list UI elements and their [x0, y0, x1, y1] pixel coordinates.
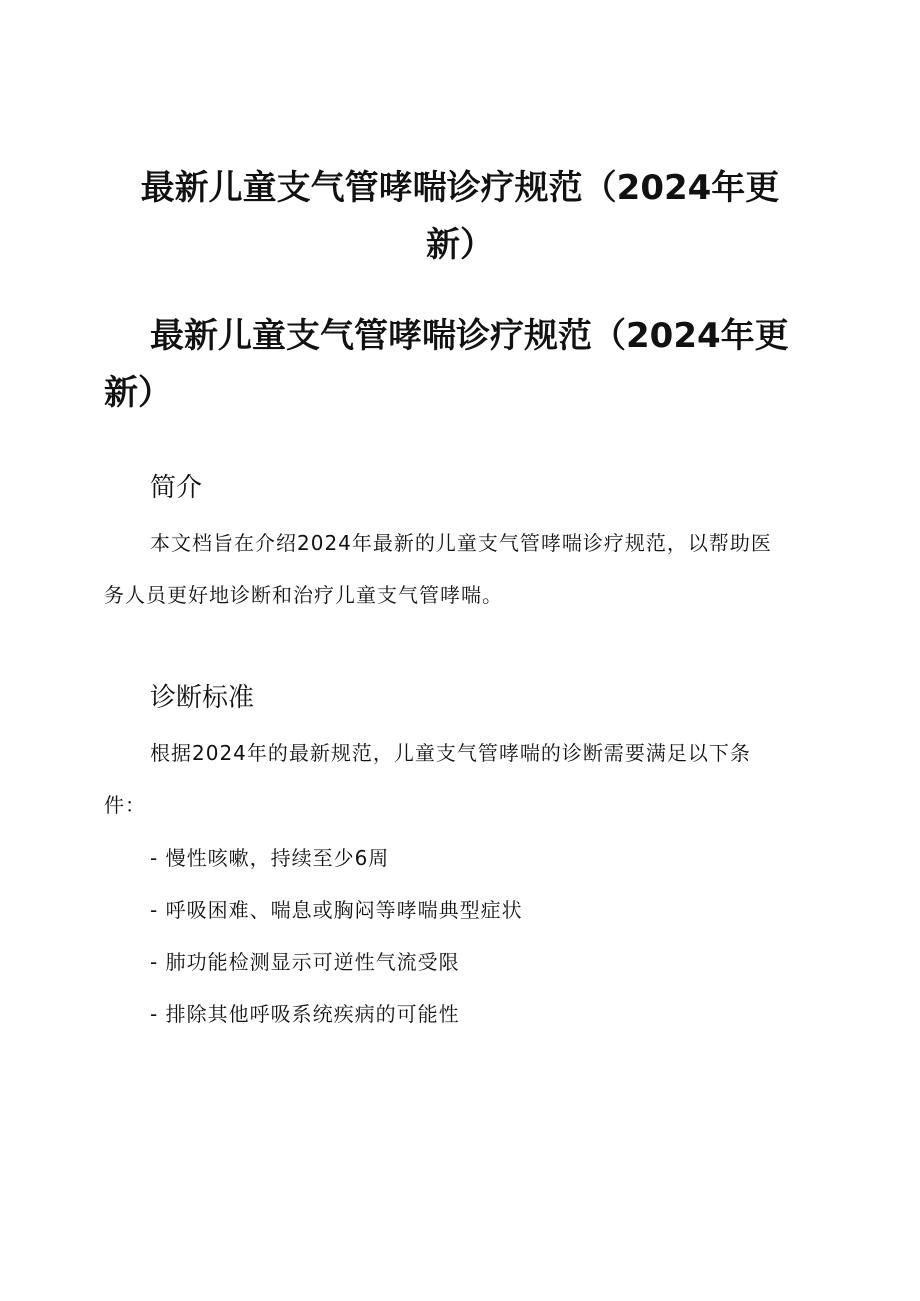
diagnosis-criteria-list	[150, 832, 523, 1040]
list-item: - 慢性咳嗽，持续至少6周	[150, 846, 390, 870]
document-title: 最新儿童支气管哮喘诊疗规范（2024年更新）	[140, 168, 780, 265]
section-body-intro: 本文档旨在介绍2024年最新的儿童支气管哮喘诊疗规范，以帮助医务人员更好地诊断和治疗儿童支气管哮喘。	[104, 531, 772, 607]
section-body-diagnosis: 根据2024年的最新规范，儿童支气管哮喘的诊断需要满足以下条件：	[104, 741, 751, 817]
list-item: - 肺功能检测显示可逆性气流受限	[150, 950, 460, 974]
document-subtitle: 最新儿童支气管哮喘诊疗规范（2024年更新）	[104, 316, 789, 413]
section-heading-intro: 简介	[150, 473, 203, 503]
list-item: - 呼吸困难、喘息或胸闷等哮喘典型症状	[150, 898, 523, 922]
section-heading-diagnosis: 诊断标准	[150, 683, 255, 713]
list-item: - 排除其他呼吸系统疾病的可能性	[150, 1002, 460, 1026]
